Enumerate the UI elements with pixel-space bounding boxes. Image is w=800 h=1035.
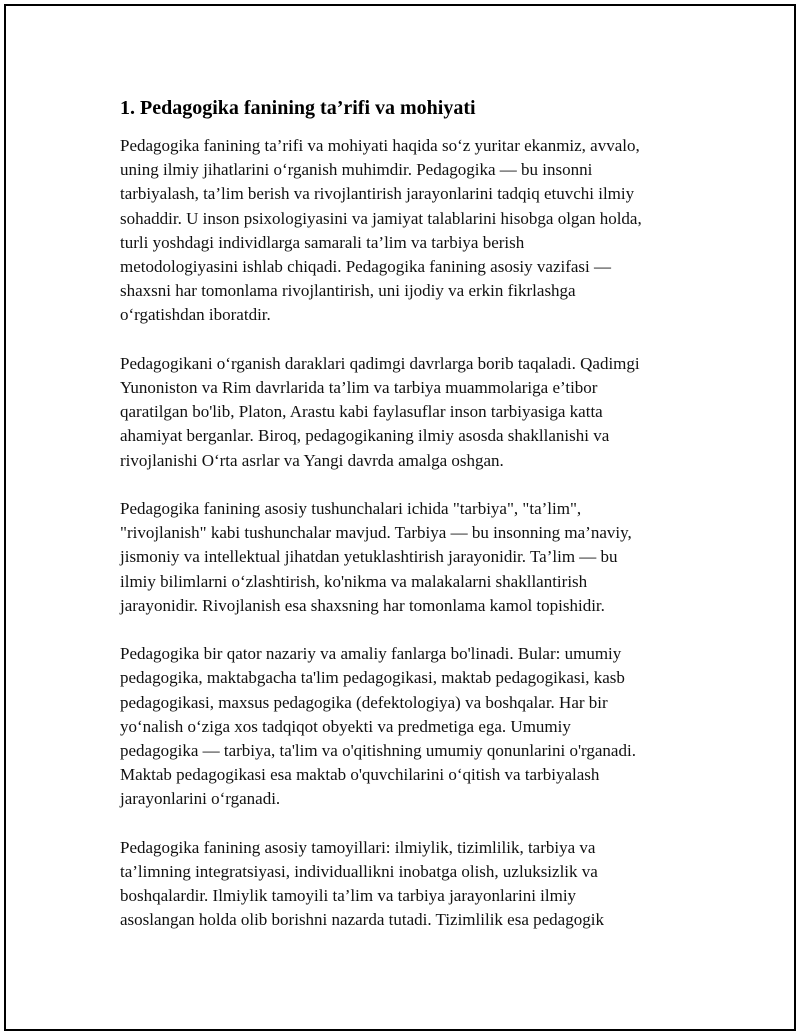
paragraph-concepts: Pedagogika fanining asosiy tushunchalari ichida "tarbiya", "ta’lim", "rivojlanish" kabi tushunchalar mavjud. Tarbiya — bu insonning ma’naviy, jismoniy va intellektual jihatdan yetuklashtirish jarayonidir. Ta’lim — bu ilmiy bilimlarni o‘zlashtirish, ko'nikma va malakalarni shakllantirish jarayonidir. Rivojlanish esa shaxsning har tomonlama kamol topishidir. xyxy=(120,499,632,615)
document-page xyxy=(4,4,796,1031)
section-title: 1. Pedagogika fanining ta’rifi va mohiyati xyxy=(120,97,476,119)
document-body xyxy=(120,96,700,957)
paragraph-branches: Pedagogika bir qator nazariy va amaliy fanlarga bo'linadi. Bular: umumiy pedagogika, maktabgacha ta'lim pedagogikasi, maktab pedagogikasi, kasb pedagogikasi, maxsus pedagogika (defektologiya) va boshqalar. Har bir yo‘nalish o‘ziga xos tadqiqot obyekti va predmetiga ega. Umumiy pedagogika — tarbiya, ta'lim va o'qitishning umumiy qonunlarini o'rganadi. Maktab pedagogikasi esa maktab o'quvchilarini o‘qitish va tarbiyalash jarayonlarini o‘rganadi. xyxy=(120,644,636,809)
paragraph-principles: Pedagogika fanining asosiy tamoyillari: ilmiylik, tizimlilik, tarbiya va ta’limning integratsiyasi, individuallikni inobatga olish, uzluksizlik va boshqalardir. Ilmiylik tamoyili ta’lim va tarbiya jarayonlarini ilmiy asoslangan holda olib borishni nazarda tutadi. Tizimlilik esa pedagogik xyxy=(120,837,604,930)
paragraph-history: Pedagogikani o‘rganish daraklari qadimgi davrlarga borib taqaladi. Qadimgi Yunoniston va Rim davrlarida ta’lim va tarbiya muammolariga e’tibor qaratilgan bo'lib, Platon, Arastu kabi faylasuflar inson tarbiyasiga katta ahamiyat berganlar. Biroq, pedagogikaning ilmiy asosda shakllanishi va rivojlanishi O‘rta asrlar va Yangi davrda amalga oshgan. xyxy=(120,353,640,470)
paragraph-definition: Pedagogika fanining ta’rifi va mohiyati haqida so‘z yuritar ekanmiz, avvalo, uning ilmiy jihatlarini o‘rganish muhimdir. Pedagogika — bu insonni tarbiyalash, ta’lim berish va rivojlantirish jarayonlarini tadqiq etuvchi ilmiy sohaddir. U inson psixologiyasini va jamiyat talablarini hisobga olgan holda, turli yoshdagi individlarga samarali ta’lim va tarbiya berish metodologiyasini ishlab chiqadi. Pedagogika fanining asosiy vazifasi — shaxsni har tomonlama rivojlantirish, uni ijodiy va erkin fikrlashga o‘rgatishdan iboratdir. xyxy=(120,136,642,325)
